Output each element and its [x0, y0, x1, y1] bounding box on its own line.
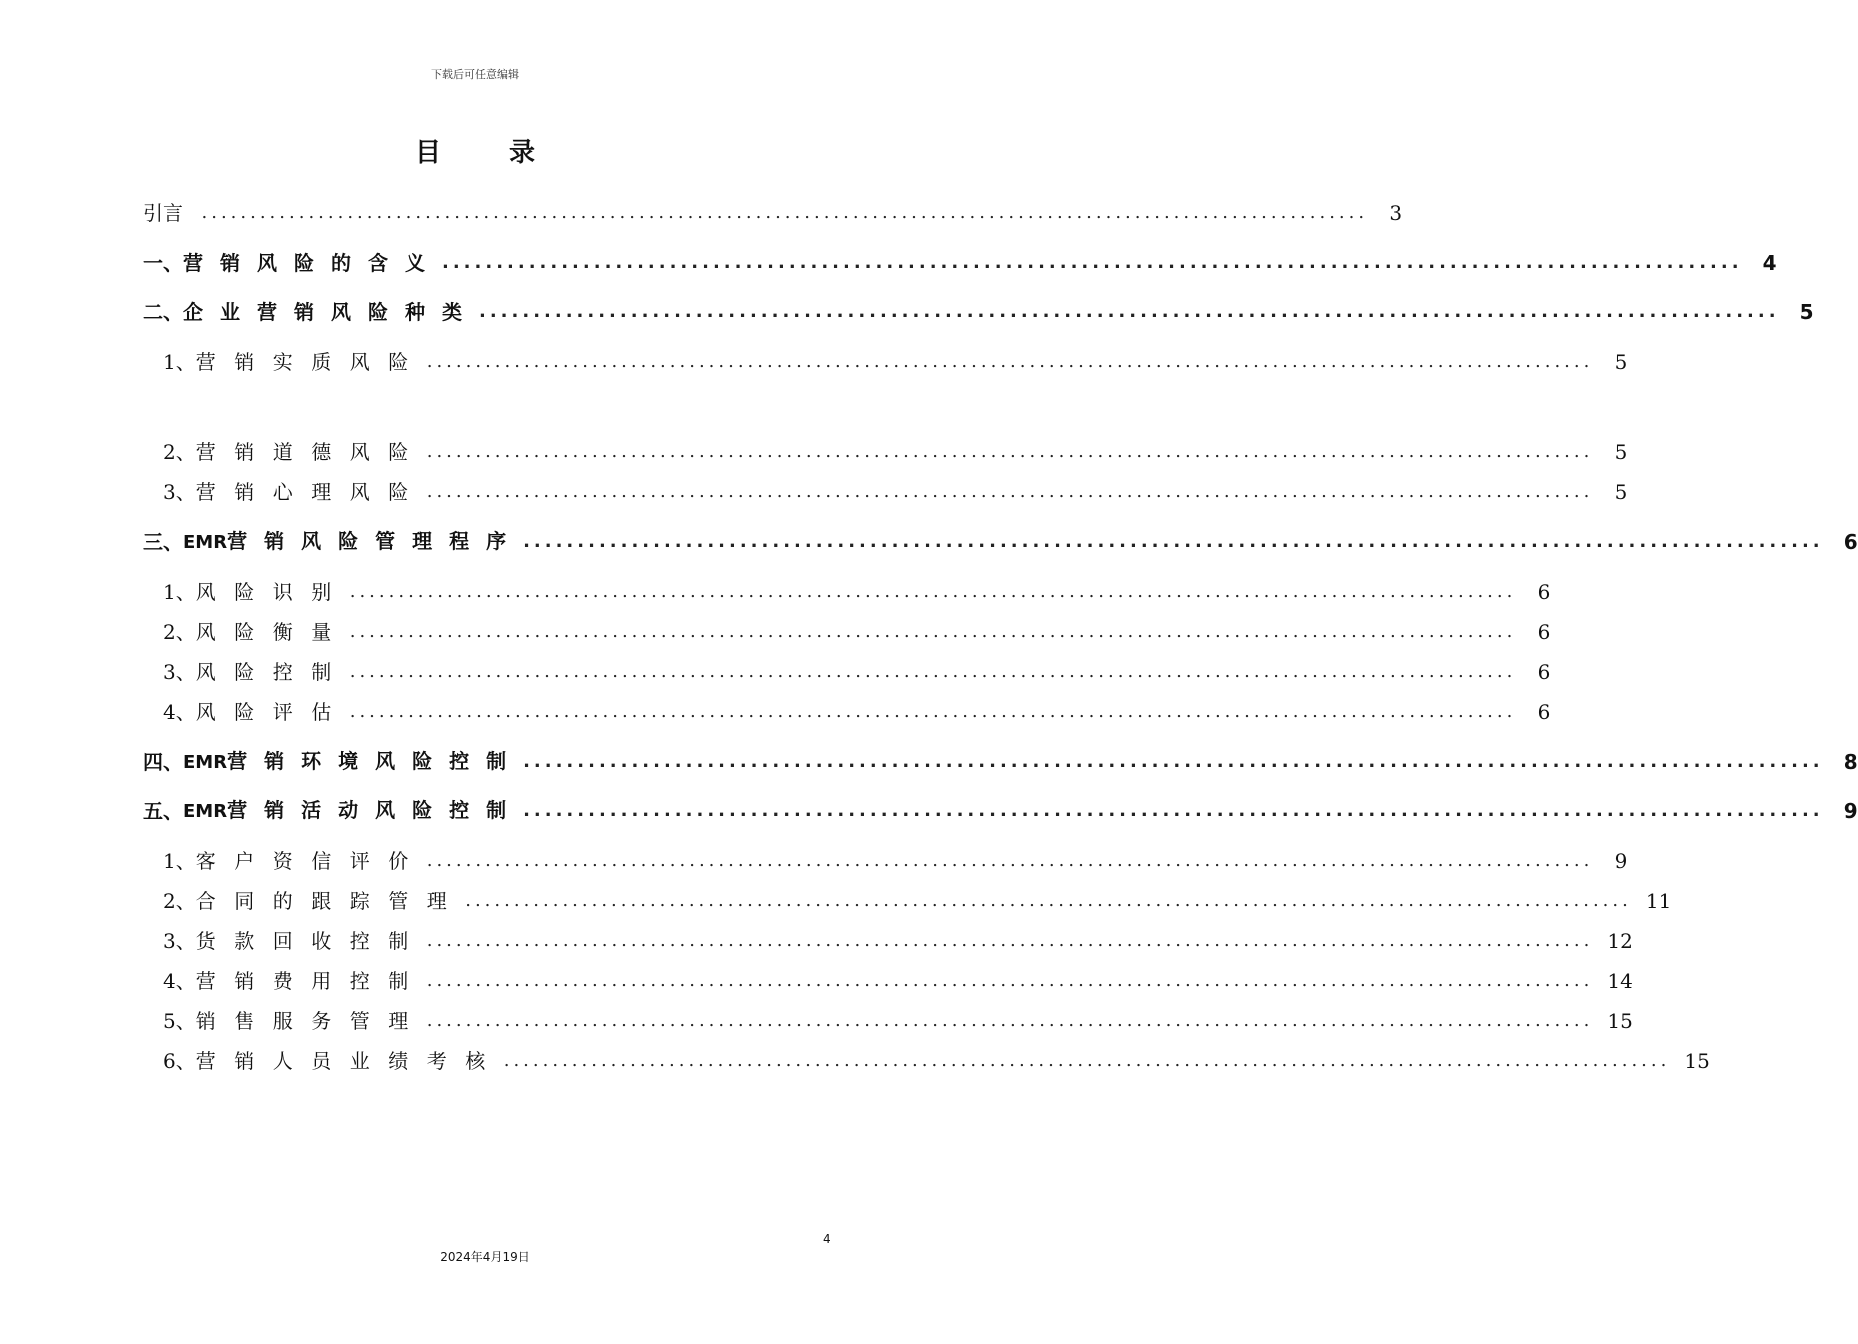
toc-leader-dots: ........................................................................................................................ [426, 1010, 1594, 1031]
toc-entry[interactable] [143, 438, 1628, 466]
toc-entry-label [196, 1047, 504, 1075]
page-number: 4 [823, 1232, 831, 1246]
toc-leader-dots: ........................................................................................................................ [465, 890, 1632, 911]
toc-entry-label [183, 298, 479, 326]
toc-entry-label-text: 销售服务管理 [195, 1009, 427, 1033]
toc-entry-label-text: 营销道德风险 [195, 440, 427, 464]
toc-entry-label-text: 营销实质风险 [195, 350, 427, 374]
toc-entry-number: 2、 [163, 889, 196, 913]
toc-entry-label-text: 合同的跟踪管理 [195, 889, 466, 913]
toc-entry-label-text: 营销风险管理程序 [227, 529, 524, 553]
toc-entry-number: 二、 [143, 300, 183, 324]
toc-entry[interactable] [143, 199, 1403, 227]
toc-entry-label [183, 796, 523, 826]
toc-entry-label [196, 618, 350, 646]
toc-entry[interactable] [143, 887, 1672, 915]
toc-entry-number: 3、 [163, 480, 196, 504]
toc-entry-number: 四、 [143, 750, 183, 774]
toc-leader-dots: ........................................................................................................................ [442, 252, 1743, 273]
toc-entry-number: 三、 [143, 530, 183, 554]
toc-entry-number: 引 [143, 201, 163, 225]
toc-entry-page: 15 [1607, 1009, 1633, 1033]
toc-entry-page: 9 [1614, 849, 1628, 873]
toc-entry-number: 3、 [163, 660, 196, 684]
toc-entry-label-prefix: EMR [183, 801, 228, 822]
toc-entry-number: 4、 [163, 969, 196, 993]
toc-entry-label [163, 199, 202, 227]
toc-leader-dots: ........................................................................................................................ [201, 202, 1369, 223]
toc-entry-page: 6 [1537, 620, 1551, 644]
toc-entry-label-text: 风险评估 [195, 700, 350, 724]
toc-entry-label [196, 698, 350, 726]
toc-entry[interactable] [143, 967, 1633, 995]
page-title: 目录 [414, 138, 603, 168]
toc-entry-label-text: 客户资信评价 [195, 849, 427, 873]
toc-leader-dots: ........................................................................................................................ [426, 850, 1594, 871]
toc-entry-page: 6 [1537, 700, 1551, 724]
toc-entry-page: 12 [1607, 929, 1633, 953]
toc-entry[interactable] [143, 478, 1628, 506]
toc-entry-number: 3、 [163, 929, 196, 953]
toc-entry-page: 6 [1537, 660, 1551, 684]
toc-entry-label-text: 营销人员业绩考核 [195, 1049, 504, 1073]
toc-entry[interactable] [143, 927, 1633, 955]
toc-leader-dots: ........................................................................................................................ [349, 581, 1517, 602]
toc-leader-dots: ........................................................................................................................ [349, 701, 1517, 722]
toc-entry[interactable] [143, 847, 1628, 875]
toc-entry-label [196, 967, 427, 995]
toc-entry-label-text: 风险控制 [195, 660, 350, 684]
toc-entry-number: 一、 [143, 251, 183, 275]
toc-entry-page: 5 [1614, 440, 1628, 464]
toc-entry-page: 6 [1537, 580, 1551, 604]
toc-leader-dots: ........................................................................................................................ [503, 1050, 1671, 1071]
toc-entry-label-text: 营销风险的含义 [183, 251, 442, 275]
toc-entry-label [196, 887, 466, 915]
toc-entry[interactable] [143, 1007, 1633, 1035]
toc-entry-page: 9 [1843, 799, 1858, 823]
header-note: 下载后可任意编辑 [431, 68, 519, 81]
toc-entry-number: 2、 [163, 440, 196, 464]
toc-entry-number: 6、 [163, 1049, 196, 1073]
toc-entry[interactable] [143, 658, 1551, 686]
toc-entry-label [183, 747, 523, 777]
toc-entry-label-text: 营销活动风险控制 [227, 798, 524, 822]
toc-entry-number: 5、 [163, 1009, 196, 1033]
toc-entry-label-text: 营销环境风险控制 [227, 749, 524, 773]
toc-entry-page: 3 [1389, 201, 1403, 225]
toc-entry-label [183, 527, 523, 557]
toc-entry[interactable] [143, 578, 1551, 606]
toc-entry-number: 2、 [163, 620, 196, 644]
toc-entry[interactable] [143, 1047, 1710, 1075]
toc-entry-number: 1、 [163, 580, 196, 604]
toc-entry[interactable] [143, 797, 1858, 825]
toc-entry-label-text: 言 [163, 201, 202, 225]
toc-entry-label [196, 348, 427, 376]
toc-entry-label-text: 货款回收控制 [195, 929, 427, 953]
toc-entry-label [196, 658, 350, 686]
toc-entry-page: 5 [1614, 350, 1628, 374]
toc-entry-page: 11 [1645, 889, 1672, 913]
footer-date: 2024年4月19日 [440, 1250, 530, 1264]
toc-entry-label [196, 1007, 427, 1035]
toc-entry-number: 五、 [143, 799, 183, 823]
toc-entry-label-text: 企业营销风险种类 [183, 300, 479, 324]
toc-entry[interactable] [143, 618, 1551, 646]
toc-entry-page: 8 [1843, 750, 1858, 774]
toc-entry-label [196, 927, 427, 955]
toc-leader-dots: ........................................................................................................................ [426, 441, 1594, 462]
toc-entry-number: 1、 [163, 350, 196, 374]
toc-leader-dots: ........................................................................................................................ [349, 621, 1517, 642]
toc-entry-label-text: 风险衡量 [195, 620, 350, 644]
toc-entry[interactable] [143, 698, 1551, 726]
toc-entry[interactable] [143, 249, 1777, 277]
toc-entry[interactable] [143, 348, 1628, 376]
toc-entry-number: 1、 [163, 849, 196, 873]
toc-leader-dots: ........................................................................................................................ [426, 481, 1594, 502]
toc-entry-label-prefix: EMR [183, 532, 228, 553]
toc-leader-dots: ........................................................................................................................ [523, 751, 1824, 772]
toc-entry-page: 4 [1762, 251, 1777, 275]
toc-entry-label-text: 营销费用控制 [195, 969, 427, 993]
toc-leader-dots: ........................................................................................................................ [349, 661, 1517, 682]
toc-leader-dots: ........................................................................................................................ [523, 800, 1824, 821]
toc-entry-label-text: 营销心理风险 [195, 480, 427, 504]
toc-entry-page: 14 [1607, 969, 1633, 993]
toc-entry-label [196, 438, 427, 466]
toc-entry-label [196, 847, 427, 875]
toc-entry-label [196, 478, 427, 506]
toc-leader-dots: ........................................................................................................................ [426, 970, 1594, 991]
toc-entry-page: 6 [1843, 530, 1858, 554]
toc-entry-label-text: 风险识别 [195, 580, 350, 604]
toc-leader-dots: ........................................................................................................................ [479, 301, 1780, 322]
toc-entry-page: 15 [1684, 1049, 1710, 1073]
toc-entry-label [183, 249, 442, 277]
toc-entry[interactable] [143, 298, 1814, 326]
toc-entry[interactable] [143, 528, 1858, 556]
toc-entry-page: 5 [1799, 300, 1814, 324]
toc-leader-dots: ........................................................................................................................ [426, 351, 1594, 372]
toc-entry-page: 5 [1614, 480, 1628, 504]
toc-entry-number: 4、 [163, 700, 196, 724]
toc-leader-dots: ........................................................................................................................ [523, 531, 1824, 552]
toc-entry-label-prefix: EMR [183, 752, 228, 773]
toc-entry[interactable] [143, 748, 1858, 776]
toc-entry-label [196, 578, 350, 606]
toc-leader-dots: ........................................................................................................................ [426, 930, 1594, 951]
